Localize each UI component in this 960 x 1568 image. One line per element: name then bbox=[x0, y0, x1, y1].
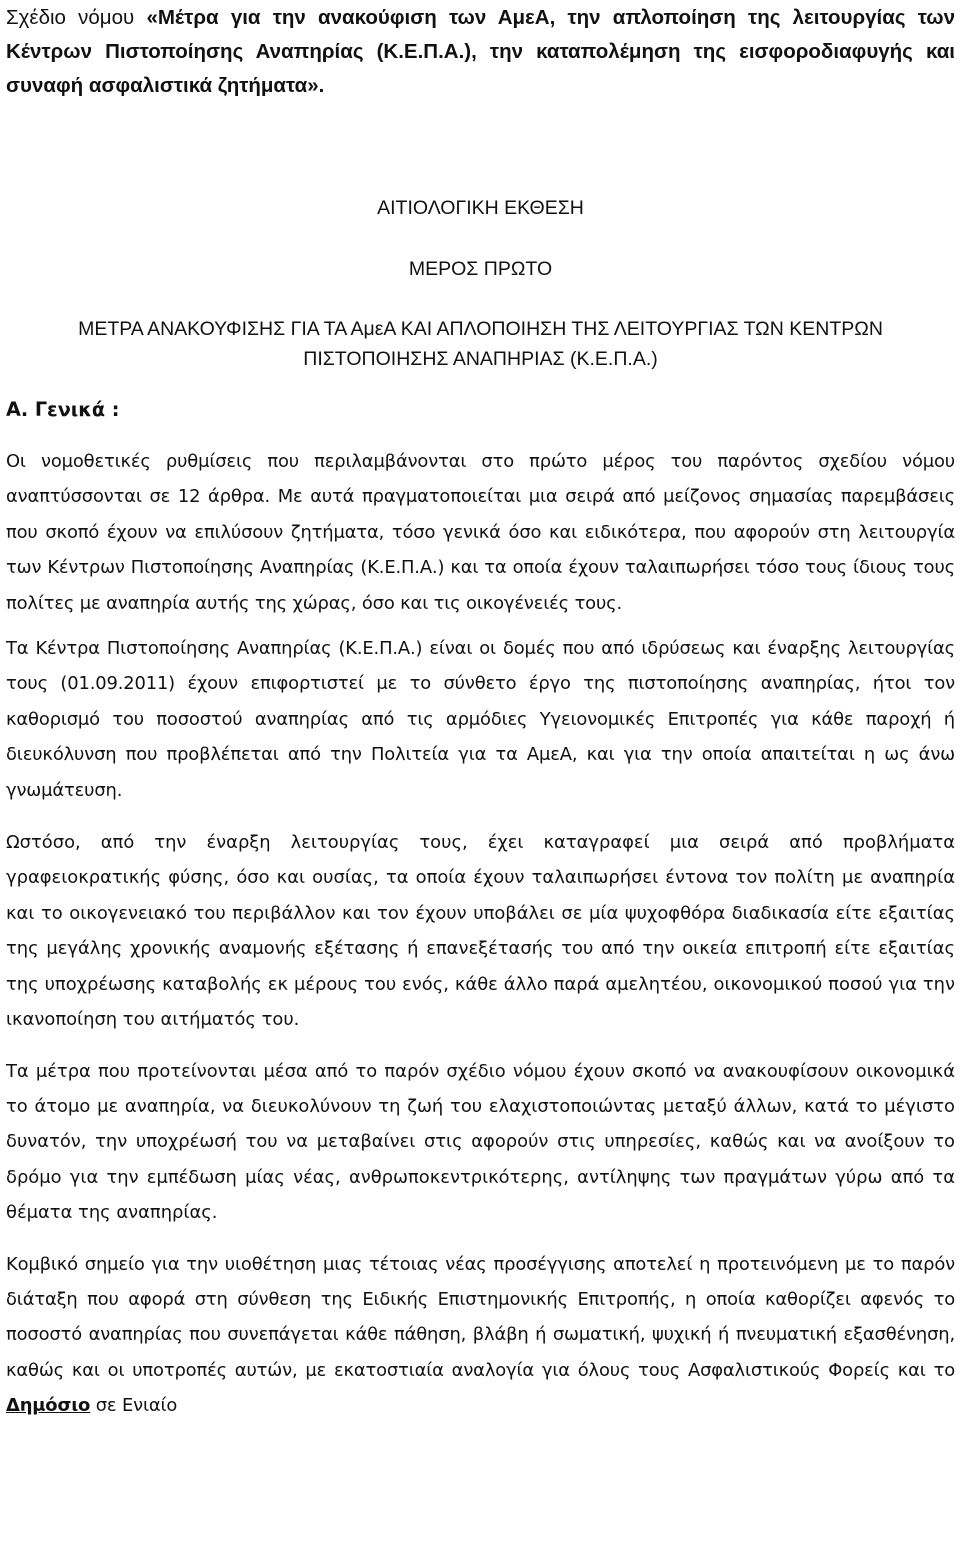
paragraph-5-main: Κομβικό σημείο για την υιοθέτηση μιας τέτοιας νέας προσέγγισης αποτελεί η προτεινόμενη με το παρόν διάταξη που αφορά στη σύνθεση της Ειδικής Επιστημονικής Επιτροπής, η οποία καθορίζει αφενός το ποσοστό αναπηρίας που συνεπάγεται κάθε πάθηση, βλάβη ή σωματική, ψυχική ή πνευματική εξασθένηση, καθώς και οι υποτροπές αυτών, με εκατοστιαία αναλογία για όλους τους Ασφαλιστικούς Φορείς και το bbox=[6, 1253, 955, 1381]
bill-title-prefix: Σχέδιο νόμου bbox=[6, 6, 147, 29]
section-title-line-2: ΠΙΣΤΟΠΟΙΗΣΗΣ ΑΝΑΠΗΡΙΑΣ (Κ.Ε.Π.Α.) bbox=[303, 348, 658, 370]
heading-general: Α. Γενικά : bbox=[6, 398, 120, 421]
paragraph-1: Οι νομοθετικές ρυθμίσεις που περιλαμβάνονται στο πρώτο μέρος του παρόντος σχεδίου νόμου αναπτύσσονται σε 12 άρθρα. Με αυτά πραγματοποιείται μια σειρά από μείζονος σημασίας παρεμβάσεις που σκοπό έχουν να επιλύσουν ζητήματα, τόσο γενικά όσο και ειδικότερα, που αφορούν στη λειτουργία των Κέντρων Πιστοποίησης Αναπηρίας (Κ.Ε.Π.Α.) και τα οποία έχουν ταλαιπωρήσει τόσο τους ίδιους τους πολίτες με αναπηρία αυτής της χώρας, όσο και τις οικογένειές τους. bbox=[6, 451, 955, 614]
section-title-line-1: ΜΕΤΡΑ ΑΝΑΚΟΥΦΙΣΗΣ ΓΙΑ ΤΑ ΑμεΑ ΚΑΙ ΑΠΛΟΠΟΙΗΣΗ ΤΗΣ ΛΕΙΤΟΥΡΓΙΑΣ ΤΩΝ ΚΕΝΤΡΩΝ bbox=[78, 318, 883, 340]
paragraph-5-tail: σε Ενιαίο bbox=[90, 1395, 178, 1417]
paragraph-5 bbox=[6, 1247, 955, 1424]
paragraph-5-emphasis: Δημόσιο bbox=[6, 1395, 91, 1417]
bill-title-bold: «Μέτρα για την ανακούφιση των ΑμεΑ, την απλοποίηση της λειτουργίας των Κέντρων Πιστοποίησης Αναπηρίας (Κ.Ε.Π.Α.), την καταπολέμηση της εισφοροδιαφυγής και συναφή ασφαλιστικά ζητήματα». bbox=[6, 6, 956, 97]
paragraph-3: Ωστόσο, από την έναρξη λειτουργίας τους, έχει καταγραφεί μια σειρά από προβλήματα γραφειοκρατικής φύσης, όσο και ουσίας, τα οποία έχουν ταλαιπωρήσει έντονα τον πολίτη με αναπηρία και το οικογενειακό του περιβάλλον και τον έχουν υποβάλει σε μία ψυχοφθόρα διαδικασία είτε εξαιτίας της μεγάλης χρονικής αναμονής εξέτασης ή επανεξέτασής του από την οικεία επιτροπή είτε εξαιτίας της υποχρέωσης καταβολής εκ μέρους του ενός, κάθε άλλο παρά αμελητέου, οικονομικού ποσού για την ικανοποίηση του αιτήματός του. bbox=[6, 832, 955, 1031]
paragraph-2: Τα Κέντρα Πιστοποίησης Αναπηρίας (Κ.Ε.Π.Α.) είναι οι δομές που από ιδρύσεως και έναρξης λειτουργίας τους (01.09.2011) έχουν επιφορτιστεί με το σύνθετο έργο της πιστοποίησης αναπηρίας, ήτοι τον καθορισμό του ποσοστού αναπηρίας από τις αρμόδιες Υγειονομικές Επιτροπές για κάθε παροχή ή διευκόλυνση που προβλέπεται από την Πολιτεία για τα ΑμεΑ, και για την οποία απαιτείται η ως άνω γνωμάτευση. bbox=[6, 638, 955, 801]
document-page bbox=[6, 0, 955, 1424]
report-title: ΑΙΤΙΟΛΟΓΙΚΗ ΕΚΘΕΣΗ bbox=[377, 197, 584, 219]
bill-title bbox=[6, 0, 955, 103]
section-title bbox=[6, 314, 955, 374]
part-title: ΜΕΡΟΣ ΠΡΩΤΟ bbox=[408, 258, 553, 280]
paragraph-4: Τα μέτρα που προτείνονται μέσα από το παρόν σχέδιο νόμου έχουν σκοπό να ανακουφίσουν οικονομικά το άτομο με αναπηρία, να διευκολύνουν τη ζωή του ελαχιστοποιώντας μεταξύ άλλων, κατά το μέγιστο δυνατόν, την υποχρέωσή του να μεταβαίνει στις αφορούν στις υπηρεσίες, καθώς και να ανοίξουν το δρόμο για την εμπέδωση μίας νέας, ανθρωποκεντρικότερης, αντίληψης των πραγμάτων γύρω από τα θέματα της αναπηρίας. bbox=[6, 1060, 955, 1224]
